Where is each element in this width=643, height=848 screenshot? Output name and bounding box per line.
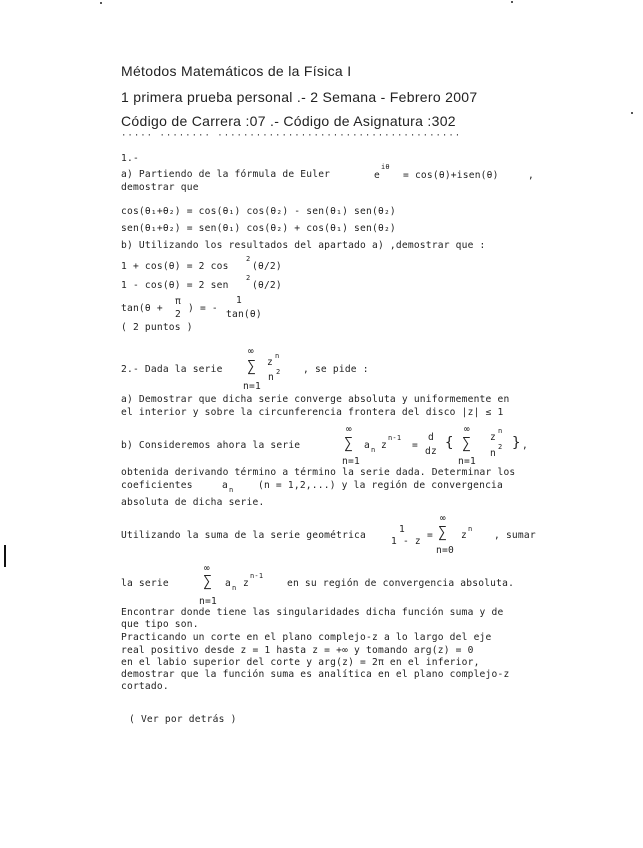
- q2-serie-sum-inf: ∞: [204, 563, 210, 574]
- q2-intro: 2.- Dada la serie: [121, 364, 223, 375]
- q1-b1-rhs: (θ/2): [252, 261, 282, 272]
- euler-exponent: iθ: [381, 163, 390, 171]
- q1-b1-lhs: 1 + cos(θ) = 2 cos: [121, 261, 229, 272]
- q2-geo-sum-lo: n=0: [436, 545, 454, 556]
- q1-b3-one: 1: [236, 295, 242, 306]
- q1-a-intro: a) Partiendo de la fórmula de Euler: [121, 169, 331, 180]
- euler-rhs: = cos(θ)+isen(θ): [403, 170, 499, 181]
- q2-la-serie: la serie: [121, 578, 169, 589]
- q1-b1-sup: 2: [246, 255, 251, 263]
- q2-n-den: n: [268, 372, 274, 383]
- q2-para-4: real positivo desde z = 1 hasta z = +∞ y tomando arg(z) = 0: [121, 645, 474, 656]
- q2b-coef-an: a: [222, 480, 228, 491]
- q2-serie-sum-lo: n=1: [199, 596, 217, 607]
- q2b-inner-sum-sigma: ∑: [462, 434, 472, 452]
- q2-geo-sum-inf: ∞: [440, 513, 446, 524]
- q2-n-sup: n: [275, 352, 280, 360]
- q1-b-intro: b) Utilizando los resultados del apartado a) ,demostrar que :: [121, 240, 486, 251]
- q2-para-2: que tipo son.: [121, 619, 199, 630]
- q2-serie-an-sub: n: [232, 584, 237, 592]
- q2b-brace-left: {: [445, 435, 454, 451]
- q2-para-7: cortado.: [121, 681, 169, 692]
- q2b-coef-rest: (n = 1,2,...) y la región de convergencia: [258, 480, 504, 491]
- q2b-d-den: dz: [425, 446, 437, 457]
- q2-geo-intro: Utilizando la suma de la serie geométrica: [121, 530, 367, 541]
- q2b-intro: b) Consideremos ahora la serie: [121, 440, 301, 451]
- scan-speck: [631, 112, 633, 114]
- scan-speck: [100, 2, 102, 4]
- q2b-z: z: [381, 440, 387, 451]
- q1-points: ( 2 puntos ): [121, 322, 193, 333]
- q2b-eq: =: [412, 440, 418, 451]
- q2-geo-n-sup: n: [468, 525, 473, 533]
- q1-b2-rhs: (θ/2): [252, 280, 282, 291]
- q2b-inner-sum-inf: ∞: [464, 424, 470, 435]
- q2-serie-an: a: [225, 578, 231, 589]
- dotted-separator: ····· ········ ······································: [121, 131, 462, 141]
- q2b-line2: obtenida derivando término a término la serie dada. Determinar los: [121, 467, 516, 478]
- q2-geo-z: z: [461, 530, 467, 541]
- q2-serie-conv: en su región de convergencia absoluta.: [287, 578, 515, 589]
- q1-b3-lhs: tan(θ +: [121, 303, 163, 314]
- exam-title: 1 primera prueba personal .- 2 Semana - Febrero 2007: [121, 89, 478, 105]
- q2-z: z: [267, 357, 273, 368]
- euler-lhs: e: [374, 170, 380, 181]
- q2b-an: a: [364, 440, 370, 451]
- q2b-sum-sigma: ∑: [344, 434, 354, 452]
- q2-geo-sumar: , sumar: [494, 530, 536, 541]
- q1-b3-mid: ) = -: [188, 303, 218, 314]
- ver-por-detras: ( Ver por detrás ): [129, 714, 237, 725]
- q2b-inner-z: z: [490, 432, 496, 443]
- q2-sum-lo: n=1: [243, 381, 261, 392]
- q1-b3-den: tan(θ): [226, 309, 262, 320]
- q2b-brace-right: }: [512, 435, 521, 451]
- q2-geo-one: 1: [399, 524, 405, 535]
- q1-eq-cos-sum: cos(θ₁+θ₂) = cos(θ₁) cos(θ₂) - sen(θ₁) sen(θ₂): [121, 206, 396, 217]
- q2-para-1: Encontrar donde tiene las singularidades dicha función suma y de: [121, 607, 504, 618]
- q2-sum-inf: ∞: [248, 346, 254, 357]
- course-codes: Código de Carrera :07 .- Código de Asignatura :302: [121, 113, 456, 129]
- q1-b3-pi: π: [175, 296, 181, 307]
- q2b-inner-n-sup: n: [498, 427, 503, 435]
- course-title: Métodos Matemáticos de la Física I: [121, 63, 352, 79]
- q1-demostrar: demostrar que: [121, 182, 199, 193]
- q2-sum-sigma: ∑: [247, 357, 257, 375]
- q2-serie-z: z: [243, 578, 249, 589]
- q2b-d-num: d: [428, 432, 434, 443]
- q2-two-sup: 2: [276, 368, 281, 376]
- q2-se-pide: , se pide :: [303, 364, 369, 375]
- q1-b2-lhs: 1 - cos(θ) = 2 sen: [121, 280, 229, 291]
- q2-para-5: en el labio superior del corte y arg(z) = 2π en el inferior,: [121, 657, 480, 668]
- q2b-sum-inf: ∞: [346, 424, 352, 435]
- q2b-nm1: n-1: [388, 434, 402, 442]
- q1-b3-two: 2: [175, 309, 181, 320]
- q2b-an-sub: n: [371, 446, 376, 454]
- q2b-comma: ,: [522, 440, 528, 451]
- scan-speck: [511, 1, 513, 3]
- q2-serie-sum-sigma: ∑: [203, 572, 213, 590]
- q1-number: 1.-: [121, 153, 139, 164]
- scan-margin-mark: [4, 545, 6, 567]
- q2-geo-eq: =: [427, 530, 433, 541]
- q2b-coef-label: coeficientes: [121, 480, 193, 491]
- q2b-inner-two-sup: 2: [498, 443, 503, 451]
- q1-b2-sup: 2: [246, 274, 251, 282]
- q2b-inner-n-den: n: [490, 448, 496, 459]
- euler-comma: ,: [528, 170, 534, 181]
- q2-geo-den: 1 - z: [391, 536, 421, 547]
- q2b-coef-an-sub: n: [229, 486, 234, 494]
- q2-para-6: demostrar que la función suma es analítica en el plano complejo-z: [121, 669, 510, 680]
- q2-a-line2: el interior y sobre la circunferencia frontera del disco |z| ≤ 1: [121, 407, 504, 418]
- q2b-sum-lo: n=1: [342, 456, 360, 467]
- q2-para-3: Practicando un corte en el plano complejo-z a lo largo del eje: [121, 632, 492, 643]
- q2b-inner-sum-lo: n=1: [458, 456, 476, 467]
- q2-a-line1: a) Demostrar que dicha serie converge absoluta y uniformemente en: [121, 394, 510, 405]
- q2b-line4: absoluta de dicha serie.: [121, 497, 265, 508]
- q2-serie-nm1: n-1: [250, 572, 264, 580]
- q2-geo-sum-sigma: ∑: [438, 523, 448, 541]
- q1-eq-sen-sum: sen(θ₁+θ₂) = sen(θ₁) cos(θ₂) + cos(θ₁) sen(θ₂): [121, 223, 396, 234]
